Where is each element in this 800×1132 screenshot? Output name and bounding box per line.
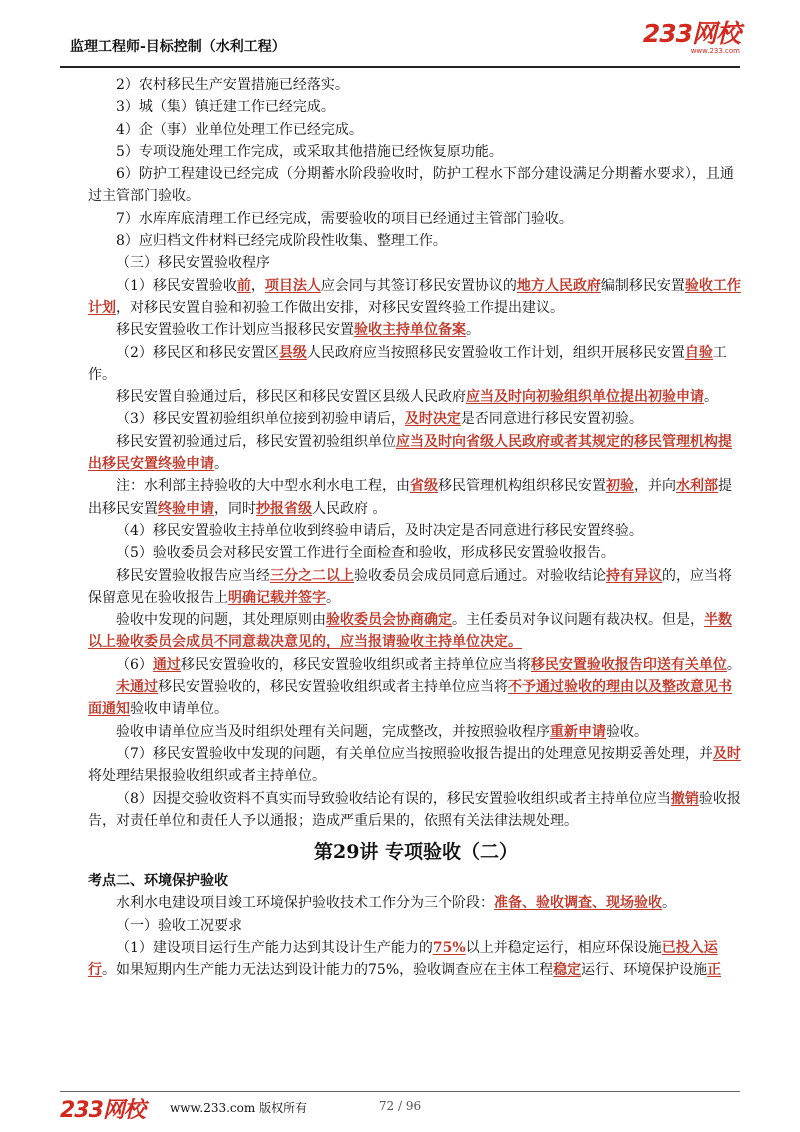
text-run: 验收。 [606, 723, 648, 740]
text-run: 验收申请单位。 [130, 701, 228, 718]
text-run: 移民管理机构组织移民安置 [438, 478, 606, 495]
text-run: 工作。 [88, 344, 727, 383]
text-run: （6） [116, 656, 153, 673]
paragraph [88, 408, 744, 430]
text-run: 。主任委员对争议问题有裁决权。但是， [452, 612, 704, 629]
paragraph [88, 319, 744, 341]
text-run: 移民安置自验通过后，移民区和移民安置区县级人民政府 [116, 389, 466, 406]
text-run: 移民安置验收的，移民安置验收组织或者主持单位应当将 [158, 679, 508, 696]
text-run: 应会同与其签订移民安置协议的 [320, 277, 517, 294]
text-run: ，同时 [214, 500, 256, 517]
text-run: 考点二、环境保护验收 [88, 873, 228, 890]
paragraph [88, 654, 744, 676]
text-run: （1）建设项目运行生产能力达到其设计生产能力的 [116, 939, 433, 956]
paragraph [88, 542, 744, 564]
paragraph [88, 743, 744, 788]
page-footer [60, 1093, 740, 1123]
document-title: 监理工程师-目标控制（水利工程） [70, 39, 286, 55]
logo-url: www.233.com [690, 47, 740, 55]
text-run: 7）水库库底清理工作已经完成，需要验收的项目已经通过主管部门验收。 [116, 210, 573, 227]
paragraph [88, 915, 744, 937]
highlighted-keyword: 准备、验收调查、现场验收 [494, 895, 662, 912]
paragraph [88, 141, 744, 163]
section-heading [88, 838, 744, 866]
text-run: （4）移民安置验收主持单位收到终验申请后，及时决定是否同意进行移民安置终验。 [116, 522, 643, 539]
text-run: （2）移民区和移民安置区 [116, 344, 279, 361]
text-run: 。 [214, 456, 228, 473]
highlighted-keyword: 重新申请 [550, 723, 606, 740]
text-run: 提出移民安置 [88, 478, 732, 517]
text-run: 。 [704, 389, 718, 406]
text-run: 移民安置验收工作计划应当报移民安置 [116, 322, 354, 339]
text-run: 验收委员会成员同意后通过。对验收结论 [354, 567, 606, 584]
document-body [88, 74, 744, 982]
text-run: 验收报告，对责任单位和责任人予以通报；造成严重后果的，依照有关法律法规处理。 [88, 790, 741, 829]
highlighted-keyword: 地方人民政府 [516, 277, 601, 294]
text-run: 移民安置验收报告应当经 [116, 567, 270, 584]
text-run: 。 [326, 589, 340, 606]
highlighted-keyword: 县级 [278, 344, 307, 361]
text-run: 。如果短期内生产能力无法达到设计能力的75%，验收调查应在主体工程 [102, 962, 554, 979]
paragraph [88, 937, 744, 982]
paragraph [88, 230, 744, 252]
text-run: 人民政府应当按照移民安置验收工作计划，组织开展移民安置 [306, 344, 685, 361]
text-run: 移民安置验收的，移民安置验收组织或者主持单位应当将 [180, 656, 531, 673]
header-divider [60, 66, 740, 68]
highlighted-keyword: 应当及时向初验组织单位提出初验申请 [466, 389, 704, 406]
highlighted-keyword: 移民安置验收报告印送有关单位 [530, 656, 727, 673]
text-run: 。 [726, 656, 741, 673]
text-run: 5）专项设施处理工作完成，或采取其他措施已经恢复原功能。 [116, 143, 503, 160]
highlighted-keyword: 正 [707, 962, 722, 979]
paragraph [88, 892, 744, 914]
text-run: 的，应当将保留意见在验收报告上 [88, 567, 732, 606]
highlighted-keyword: 前 [236, 277, 251, 294]
paragraph [88, 788, 744, 833]
text-run: 验收中发现的问题，其处理原则由 [116, 612, 326, 629]
highlighted-keyword: 验收工作计划 [88, 277, 741, 316]
text-run: 是否同意进行移民安置初验。 [460, 411, 643, 428]
highlighted-keyword: 不予通过验收的理由以及整改意见书面通知 [88, 679, 732, 718]
text-run: 移民安置初验通过后，移民安置初验组织单位 [116, 433, 396, 450]
highlighted-keyword: 水利部 [676, 478, 718, 495]
highlighted-keyword: 自验 [684, 344, 713, 361]
highlighted-keyword: 明确记载并签字 [228, 589, 326, 606]
text-run: 运行、环境保护设施 [581, 962, 708, 979]
highlighted-keyword: 未通过 [116, 679, 158, 696]
paragraph [88, 386, 744, 408]
highlighted-keyword: 项目法人 [264, 277, 321, 294]
paragraph [88, 275, 744, 320]
text-run: （8）因提交验收资料不真实而导致验收结论有误的，移民安置验收组织或者主持单位应当 [116, 790, 671, 807]
highlighted-keyword: 通过 [152, 656, 181, 673]
text-run: ， [250, 277, 265, 294]
paragraph [88, 163, 744, 208]
highlighted-keyword: 验收主持单位备案 [354, 322, 466, 339]
highlighted-keyword: 持有异议 [606, 567, 662, 584]
brand-logo [642, 19, 740, 55]
paragraph [88, 208, 744, 230]
highlighted-keyword: 应当及时向省级人民政府或者其规定的移民管理机构提出移民安置终验申请 [88, 433, 732, 473]
paragraph [88, 475, 744, 520]
text-run: （5）验收委员会对移民安置工作进行全面检查和验收，形成移民安置验收报告。 [116, 545, 615, 562]
page-number: 72 / 96 [378, 1099, 422, 1113]
text-run: 编制移民安置 [600, 277, 685, 294]
paragraph [88, 96, 744, 118]
paragraph [88, 520, 744, 542]
highlighted-keyword: 验收委员会协商确定 [326, 612, 452, 629]
highlighted-keyword: 及时 [712, 745, 741, 762]
footer-copyright: www.233.com 版权所有 [170, 1101, 308, 1115]
paragraph [88, 565, 744, 610]
highlighted-keyword: 省级 [410, 478, 438, 495]
page-header [60, 19, 740, 62]
text-run: 。 [662, 895, 676, 912]
text-run: （7）移民安置验收中发现的问题，有关单位应当按照验收报告提出的处理意见按期妥善处理，并 [116, 745, 713, 762]
footer-logo: 233网校 [60, 1098, 145, 1123]
text-run: 将处理结果报验收组织或者主持单位。 [88, 768, 326, 785]
text-run: 验收申请单位应当及时组织处理有关问题，完成整改，并按照验收程序 [116, 723, 550, 740]
highlighted-keyword: 稳定 [553, 962, 582, 979]
paragraph [88, 74, 744, 96]
highlighted-keyword: 三分之二以上 [270, 567, 354, 584]
highlighted-keyword: 初验 [606, 478, 634, 495]
highlighted-keyword: 已投入运行 [88, 939, 718, 979]
footer-divider [60, 1091, 740, 1092]
highlighted-keyword: 半数以上验收委员会成员不同意裁决意见的，应当报请验收主持单位决定。 [88, 612, 732, 651]
text-run: 水利水电建设项目竣工环境保护验收技术工作分为三个阶段： [116, 895, 494, 912]
paragraph [88, 342, 744, 387]
logo-text: 233网校 [642, 19, 740, 48]
text-run: 2）农村移民生产安置措施已经落实。 [116, 77, 349, 93]
paragraph [88, 609, 744, 654]
text-run: ，并向 [634, 478, 676, 495]
text-run: （1）移民安置验收 [116, 277, 237, 294]
text-run: ，对移民安置自验和初验工作做出安排，对移民安置终验工作提出建议。 [116, 299, 564, 316]
text-run: （三）移民安置验收程序 [116, 255, 270, 272]
subsection-heading [88, 870, 744, 892]
highlighted-keyword: 及时决定 [404, 411, 461, 428]
paragraph [88, 676, 744, 721]
highlighted-keyword: 抄报省级 [256, 500, 312, 517]
paragraph [88, 119, 744, 141]
paragraph [88, 431, 744, 476]
highlighted-keyword: 终验申请 [158, 500, 214, 517]
text-run: 6）防护工程建设已经完成（分期蓄水阶段验收时，防护工程水下部分建设满足分期蓄水要求），且通过主管部门验收。 [88, 166, 734, 205]
text-run: 第29讲 专项验收（二） [313, 841, 519, 864]
text-run: 注：水利部主持验收的大中型水利水电工程，由 [116, 478, 410, 495]
text-run: 3）城（集）镇迁建工作已经完成。 [116, 99, 335, 116]
text-run: （3）移民安置初验组织单位接到初验申请后， [116, 411, 405, 428]
text-run: 人民政府 。 [312, 500, 387, 517]
paragraph [88, 252, 744, 274]
text-run: 8）应归档文件材料已经完成阶段性收集、整理工作。 [116, 233, 447, 250]
highlighted-keyword: 75% [432, 939, 466, 956]
text-run: （一）验收工况要求 [116, 917, 242, 934]
text-run: 4）企（事）业单位处理工作已经完成。 [116, 121, 363, 138]
text-run: 以上并稳定运行，相应环保设施 [465, 939, 662, 956]
text-run: 。 [466, 322, 480, 339]
paragraph [88, 721, 744, 743]
highlighted-keyword: 撤销 [670, 790, 699, 807]
